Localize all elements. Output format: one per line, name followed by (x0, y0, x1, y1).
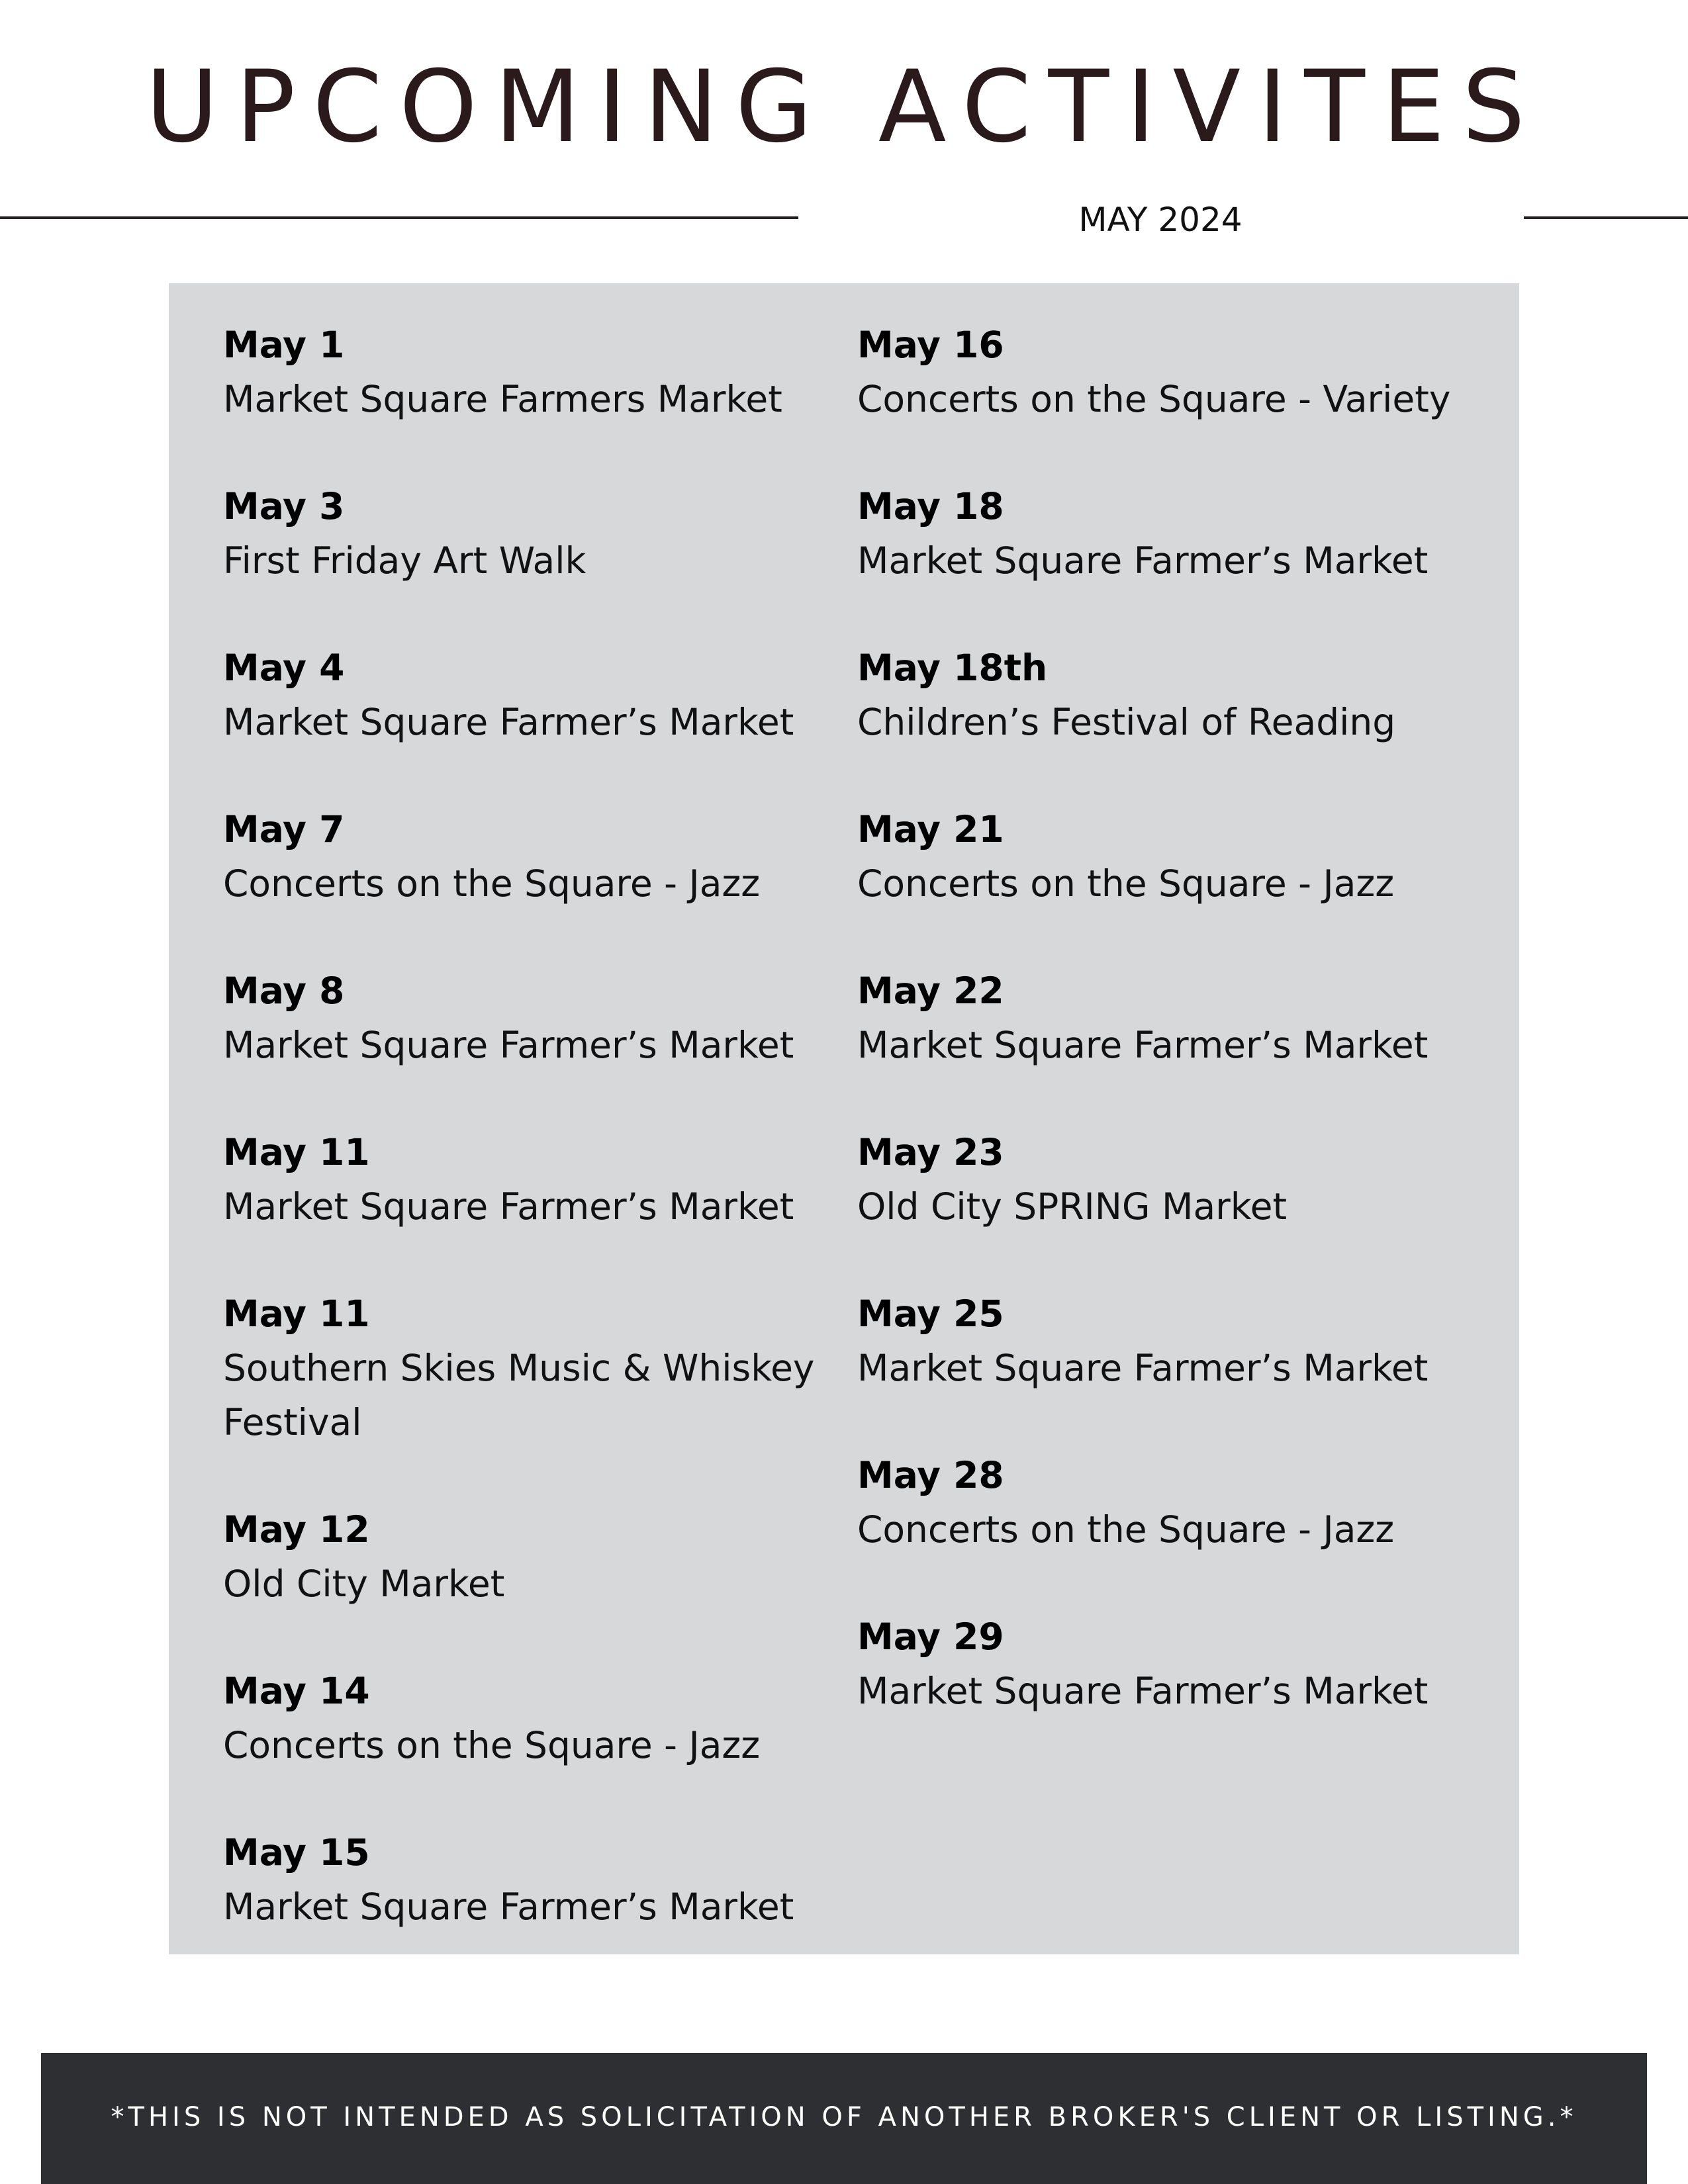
event-date: May 25 (857, 1293, 1004, 1335)
event-name: Market Square Farmers Market (223, 378, 782, 420)
event-date: May 21 (857, 808, 1004, 850)
event-name: Market Square Farmer’s Market (857, 1024, 1429, 1066)
event-name: Concerts on the Square - Jazz (223, 1724, 761, 1766)
event-name: Concerts on the Square - Jazz (857, 862, 1395, 905)
page-title: UPCOMING ACTIVITES (146, 50, 1542, 165)
footer-bar (41, 2053, 1647, 2184)
event-name: Market Square Farmer’s Market (223, 1024, 794, 1066)
events-column-left (223, 318, 852, 1987)
event-date: May 11 (223, 1293, 370, 1335)
event-name: Concerts on the Square - Jazz (857, 1508, 1395, 1551)
event-date: May 28 (857, 1454, 1004, 1496)
event-name: First Friday Art Walk (223, 539, 586, 582)
event-item (223, 802, 852, 911)
event-item (857, 479, 1493, 588)
events-panel (169, 283, 1519, 1954)
event-date: May 29 (857, 1615, 1004, 1658)
event-date: May 11 (223, 1131, 370, 1173)
event-item (223, 1825, 852, 1934)
event-name: Market Square Farmer’s Market (223, 1185, 794, 1228)
event-name: Southern Skies Music & Whiskey Festival (223, 1347, 815, 1443)
event-date: May 7 (223, 808, 345, 850)
event-name: Children’s Festival of Reading (857, 701, 1396, 743)
event-name: Old City SPRING Market (857, 1185, 1288, 1228)
event-item (223, 318, 852, 426)
event-name: Market Square Farmer’s Market (857, 1670, 1429, 1712)
event-item (857, 1287, 1493, 1395)
events-column-right (857, 318, 1493, 1771)
event-date: May 8 (223, 970, 345, 1012)
event-date: May 15 (223, 1831, 370, 1874)
event-item (857, 1125, 1493, 1234)
event-item (223, 479, 852, 588)
event-item (857, 641, 1493, 749)
event-item (223, 1502, 852, 1611)
event-item (223, 641, 852, 749)
event-date: May 22 (857, 970, 1004, 1012)
event-name: Market Square Farmer’s Market (857, 539, 1429, 582)
event-name: Concerts on the Square - Variety (857, 378, 1451, 420)
event-date: May 12 (223, 1508, 370, 1551)
event-date: May 18th (857, 647, 1048, 689)
month-label: MAY 2024 (1078, 201, 1243, 239)
header-divider-left (0, 216, 798, 219)
event-name: Old City Market (223, 1563, 505, 1605)
disclaimer-text: *THIS IS NOT INTENDED AS SOLICITATION OF ANOTHER BROKER'S CLIENT OR LISTING.* (111, 2102, 1577, 2132)
event-date: May 14 (223, 1670, 370, 1712)
event-item (857, 802, 1493, 911)
event-item (857, 318, 1493, 426)
event-date: May 18 (857, 485, 1004, 527)
header-divider-right (1524, 216, 1688, 219)
event-date: May 3 (223, 485, 345, 527)
event-item (223, 1664, 852, 1772)
event-name: Market Square Farmer’s Market (857, 1347, 1429, 1389)
event-name: Market Square Farmer’s Market (223, 1886, 794, 1928)
event-item (857, 1448, 1493, 1557)
event-name: Concerts on the Square - Jazz (223, 862, 761, 905)
event-item (857, 964, 1493, 1072)
event-name: Market Square Farmer’s Market (223, 701, 794, 743)
event-date: May 4 (223, 647, 345, 689)
event-date: May 23 (857, 1131, 1004, 1173)
event-item (857, 1610, 1493, 1718)
event-item (223, 964, 852, 1072)
event-item (223, 1125, 852, 1234)
event-date: May 16 (857, 324, 1004, 366)
event-date: May 1 (223, 324, 345, 366)
event-item (223, 1287, 852, 1449)
